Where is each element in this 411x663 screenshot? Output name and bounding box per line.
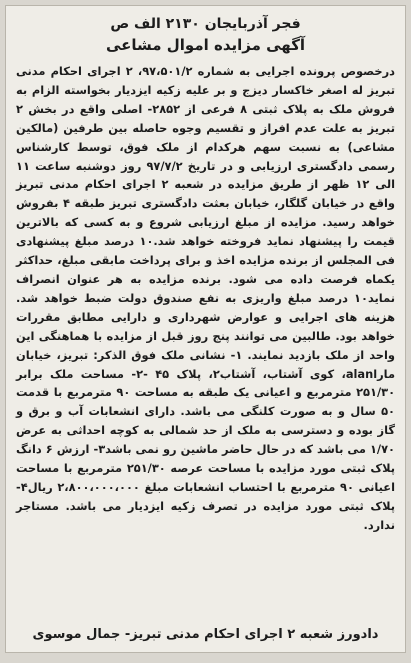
newspaper-header: فجر آذربایجان ۲۱۳۰ الف ص [110, 16, 301, 32]
newspaper-clipping [5, 5, 406, 653]
signature: دادورز شعبه ۲ اجرای احکام مدنی تبریز- جمال موسوی [32, 627, 379, 642]
notice-body: درخصوص پرونده اجرایی به شماره ۹۷،۵۰۱/۲، ۲ اجرای احکام مدنی تبریز له اصغر خاکسار دیزج و بر علیه زکیه ایزدیار بخواسته الزام به فروش ملک به پلاک ثبتی ۸ فرعی از ۲۸۵۲- اصلی واقع در بخش ۲ تبریز به علت عدم افراز و تقسیم وجوه حاصله بین طرفین (مالکین مشاعی) به نسبت سهم هرکدام از ملک فوق، توسط کارشناس رسمی دادگستری ارزیابی و در تاریخ ۹۷/۷/۲ روز دوشنبه ساعت ۱۱ الی ۱۲ ظهر از طریق مزایده در شعبه ۲ اجرای احکام مدنی تبریز واقع در خیابان گلگار، خیابان بعثت دادگستری تبریز طبقه ۴ بفروش خواهد رسید. مزایده از مبلغ ارزیابی شروع و به کسی که بالاترین قیمت را پیشنهاد نماید فروخته خواهد شد.۱۰ درصد مبلغ پیشنهادی فی المجلس از برنده مزایده اخذ و برای پرداخت مابقی مبلغ، حداکثر یکماه فرصت داده می شود. برنده مزایده به هر عنوان انصراف نماید۱۰ درصد مبلغ واریزی به نفع صندوق دولت ضبط خواهد شد. هزینه های اجرایی و عوارض شهرداری و دارایی مطابق مقررات خواهد بود. طالبین می توانند پنج روز قبل از مزایده با هماهنگی این واحد از ملک بازدید نمایند. ۱- نشانی ملک فوق الذکر: تبریز، خیابان ماراalan، کوی آشتاب، آشتاب۲، پلاک ۴۵ -۲- مساحت ملک برابر ۲۵۱/۳۰ مترمربع و اعیانی یک طبقه به مساحت ۹۰ مترمربع با قدمت ۵۰ سال و به صورت کلنگی می باشد. دارای انشعابات آب و برق و گاز بوده و دسترسی به ملک از حد شمالی به کوچه احداثی به عرض ۱/۷۰ می باشد که در حال حاضر ماشین رو نمی باشد۳- ارزش ۶ دانگ پلاک ثبتی مورد مزایده با مساحت عرصه ۲۵۱/۳۰ مترمربع با مساحت اعیانی ۹۰ مترمربع با احتساب انشعابات مبلغ ۲،۸۰۰،۰۰۰،۰۰۰ ریال۴- پلاک ثبتی مورد مزایده در تصرف زکیه ایزدیار می باشد. مستاجر ندارد. [16, 64, 396, 532]
notice-title: آگهی مزایده اموال مشاعی [105, 36, 306, 54]
